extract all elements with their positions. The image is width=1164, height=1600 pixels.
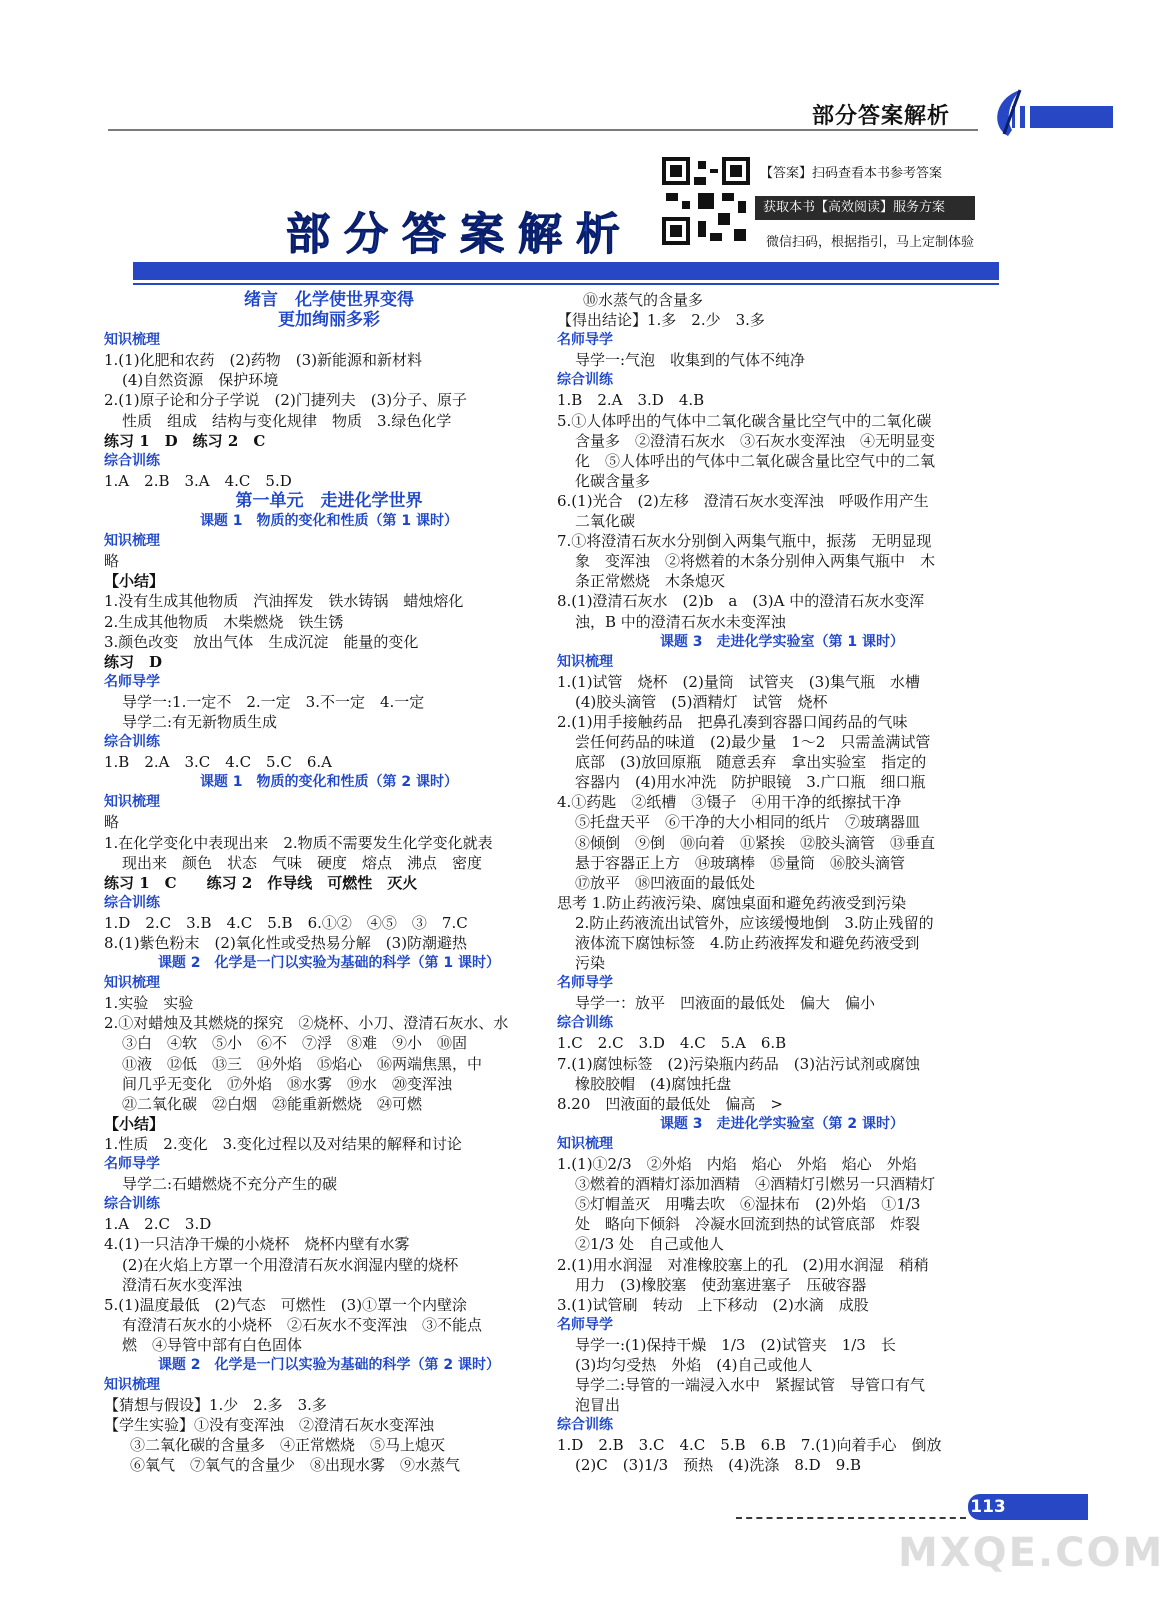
answer-line: (3)均匀受热 外焰 (4)自己或他人 <box>575 1355 813 1374</box>
answer-line: 底部 (3)放回原瓶 随意丢弃 拿出实验室 指定的 <box>575 753 927 772</box>
answer-line: 2.(1)用手接触药品 把鼻孔凑到容器口闻药品的气味 <box>557 712 908 731</box>
answer-line: 【小结】 <box>104 572 165 591</box>
answer-line: ⑥氧气 ⑦氧气的含量少 ⑧出现水雾 ⑨水蒸气 <box>130 1456 461 1475</box>
section-heading: 名师导学 <box>557 332 613 349</box>
answer-line: 2.①对蜡烛及其燃烧的探究 ②烧杯、小刀、澄清石灰水、水 <box>104 1014 509 1033</box>
answer-line: 条正常燃烧 木条熄灭 <box>575 572 726 591</box>
section-heading: 知识梳理 <box>104 1377 160 1394</box>
answer-line: 含量多 ②澄清石灰水 ③石灰水变浑浊 ④无明显变 <box>575 431 936 450</box>
answer-line: 间几乎无变化 ⑰外焰 ⑱水雾 ⑲水 ⑳变浑浊 <box>122 1074 453 1093</box>
answer-line: 化碳含量多 <box>575 471 651 490</box>
answer-line: 1.D 2.C 3.B 4.C 5.B 6.①② ④⑤ ③ 7.C <box>104 913 468 932</box>
answer-line: (4)自然资源 保护环境 <box>122 371 279 390</box>
answer-line: ㉑二氧化碳 ㉒白烟 ㉓能重新燃烧 ㉔可燃 <box>122 1094 423 1113</box>
section-heading: 综合训练 <box>557 372 613 389</box>
answer-line: 1.(1)化肥和农药 (2)药物 (3)新能源和新材料 <box>104 351 423 370</box>
answer-line: ③二氧化碳的含量多 ④正常燃烧 ⑤马上熄灭 <box>130 1436 446 1455</box>
answer-column-left <box>104 290 554 1476</box>
answer-line: 1.(1)①2/3 ②外焰 内焰 焰心 外焰 焰心 外焰 <box>557 1155 917 1174</box>
title-band-rule <box>133 283 999 285</box>
section-heading: 知识梳理 <box>104 794 160 811</box>
answer-line: (4)胶头滴管 (5)酒精灯 试管 烧杯 <box>575 692 828 711</box>
lesson-heading: 课题 1 物质的变化和性质（第 1 课时） <box>199 513 459 530</box>
answer-line: ⑰放平 ⑱凹液面的最低处 <box>575 873 756 892</box>
answer-line: 【学生实验】①没有变浑浊 ②澄清石灰水变浑浊 <box>104 1416 435 1435</box>
page-title: 部分答案解析 <box>286 209 634 260</box>
section-heading: 知识梳理 <box>104 533 160 550</box>
pen-logo-icon <box>990 86 1113 142</box>
answer-line: 导学二:导管的一端浸入水中 紧握试管 导管口有气 <box>575 1376 926 1395</box>
lesson-heading: 课题 2 化学是一门以实验为基础的科学（第 1 课时） <box>157 955 501 972</box>
answer-line: 7.(1)腐蚀标签 (2)污染瓶内药品 (3)沾污试剂或腐蚀 <box>557 1054 921 1073</box>
answer-line: 导学二:有无新物质生成 <box>122 712 278 731</box>
section-heading: 综合训练 <box>557 1417 613 1434</box>
answer-line: 1.A 2.B 3.A 4.C 5.D <box>104 471 292 490</box>
answer-line: 1.D 2.B 3.C 4.C 5.B 6.B 7.(1)向着手心 倒放 <box>557 1436 942 1455</box>
qr-code-icon <box>662 157 750 245</box>
header-title: 部分答案解析 <box>812 104 951 129</box>
watermark: MXQE.COM <box>898 1530 1164 1576</box>
answer-line: 导学一:气泡 收集到的气体不纯净 <box>575 351 806 370</box>
answer-line: 燃 ④导管中部有白色固体 <box>122 1335 303 1354</box>
qr-caption-instruction: 微信扫码，根据指引，马上定制体验 <box>766 235 975 250</box>
answer-line: 导学二:石蜡燃烧不充分产生的碳 <box>122 1175 338 1194</box>
chapter-heading: 更加绚丽多彩 <box>278 310 380 331</box>
answer-line: 液体流下腐蚀标签 4.防止药液挥发和避免药液受到 <box>575 934 920 952</box>
answer-line: 【小结】 <box>104 1114 165 1133</box>
qr-caption-answers: 【答案】扫码查看本书参考答案 <box>760 166 943 181</box>
section-heading: 名师导学 <box>557 1316 613 1333</box>
answer-line: (2)C (3)1/3 预热 (4)洗涤 8.D 9.B <box>575 1456 862 1475</box>
section-heading: 知识梳理 <box>104 975 160 992</box>
section-heading: 知识梳理 <box>557 653 613 670</box>
answer-line: ③燃着的酒精灯添加酒精 ④酒精灯引燃另一只酒精灯 <box>575 1175 936 1194</box>
answer-line: 2.防止药液流出试管外，应该缓慢地倒 3.防止残留的 <box>575 913 934 932</box>
answer-line: 污染 <box>575 954 606 973</box>
answer-line: 1.B 2.A 3.D 4.B <box>557 391 705 410</box>
qr-caption-service: 获取本书【高效阅读】服务方案 <box>755 196 975 220</box>
answer-line: 6.(1)光合 (2)左移 澄清石灰水变浑浊 呼吸作用产生 <box>557 491 929 510</box>
answer-line: 8.(1)紫色粉末 (2)氧化性或受热易分解 (3)防潮避热 <box>104 934 468 952</box>
answer-column-right <box>557 290 1007 1476</box>
answer-line: 略 <box>104 813 120 832</box>
answer-line: 【得出结论】1.多 2.少 3.多 <box>557 311 765 330</box>
answer-line: 性质 组成 结构与变化规律 物质 3.绿色化学 <box>122 411 452 430</box>
footer-band <box>1008 1494 1088 1520</box>
answer-line: 1.没有生成其他物质 汽油挥发 铁水铸锅 蜡烛熔化 <box>104 592 464 611</box>
answer-line: 悬于容器正上方 ⑭玻璃棒 ⑮量筒 ⑯胶头滴管 <box>575 853 906 872</box>
title-band <box>133 262 999 280</box>
answer-line: 4.①药匙 ②纸槽 ③镊子 ④用干净的纸擦拭干净 <box>557 793 902 812</box>
section-heading: 综合训练 <box>104 894 160 911</box>
answer-line: (2)在火焰上方罩一个用澄清石灰水润湿内壁的烧杯 <box>122 1255 459 1274</box>
chapter-heading: 绪言 化学使世界变得 <box>244 290 414 310</box>
answer-line: 用力 (3)橡胶塞 使劲塞进塞子 压破容器 <box>575 1275 867 1294</box>
answer-line: 容器内 (4)用水冲洗 防护眼镜 3.广口瓶 细口瓶 <box>575 773 926 792</box>
lesson-heading: 课题 2 化学是一门以实验为基础的科学（第 2 课时） <box>157 1356 501 1373</box>
answer-line: ⑤灯帽盖灭 用嘴去吹 ⑥湿抹布 (2)外焰 ①1/3 <box>575 1195 921 1214</box>
answer-line: 有澄清石灰水的小烧杯 ②石灰水不变浑浊 ③不能点 <box>122 1315 483 1334</box>
answer-line: 练习 D <box>104 652 163 671</box>
answer-line: 橡胶胶帽 (4)腐蚀托盘 <box>575 1074 732 1093</box>
answer-line: 1.性质 2.变化 3.变化过程以及对结果的解释和讨论 <box>104 1134 462 1153</box>
section-heading: 名师导学 <box>104 1156 160 1173</box>
answer-line: 导学一:(1)保持干燥 1/3 (2)试管夹 1/3 长 <box>575 1335 896 1354</box>
answer-line: 1.实验 实验 <box>104 994 194 1013</box>
answer-line: 2.(1)原子论和分子学说 (2)门捷列夫 (3)分子、原子 <box>104 391 468 410</box>
answer-line: 思考 1.防止药液污染、腐蚀桌面和避免药液受到污染 <box>557 893 907 912</box>
answer-line: 1.C 2.C 3.D 4.C 5.A 6.B <box>557 1034 787 1053</box>
answer-line: 8.(1)澄清石灰水 (2)b a (3)A 中的澄清石灰水变浑 <box>557 592 925 611</box>
answer-line: 练习 1 D 练习 2 C <box>104 431 266 450</box>
answer-line: 5.①人体呼出的气体中二氧化碳含量比空气中的二氧化碳 <box>557 411 932 430</box>
section-heading: 名师导学 <box>104 673 160 690</box>
answer-line: 1.B 2.A 3.C 4.C 5.C 6.A <box>104 753 332 772</box>
answer-line: 导学一：放平 凹液面的最低处 偏大 偏小 <box>575 994 876 1013</box>
lesson-heading: 课题 1 物质的变化和性质（第 2 课时） <box>199 774 459 791</box>
answer-line: ③白 ④软 ⑤小 ⑥不 ⑦浮 ⑧难 ⑨小 ⑩固 <box>122 1034 468 1053</box>
answer-line: 尝任何药品的味道 (2)最少量 1～2 只需盖满试管 <box>575 733 931 752</box>
answer-line: 略 <box>104 552 120 571</box>
answer-line: 3.颜色改变 放出气体 生成沉淀 能量的变化 <box>104 632 419 651</box>
answer-line: 澄清石灰水变浑浊 <box>122 1275 243 1294</box>
answer-line: 1.A 2.C 3.D <box>104 1215 212 1234</box>
section-heading: 综合训练 <box>104 452 160 469</box>
answer-line: 1.(1)试管 烧杯 (2)量筒 试管夹 (3)集气瓶 水槽 <box>557 672 921 691</box>
answer-line: 3.(1)试管刷 转动 上下移动 (2)水滴 成股 <box>557 1295 869 1314</box>
answer-line: 二氧化碳 <box>575 512 636 531</box>
footer-dashed-rule <box>736 1517 966 1519</box>
section-heading: 名师导学 <box>557 975 613 992</box>
answer-line: 【猜想与假设】1.少 2.多 3.多 <box>104 1396 327 1415</box>
answer-line: 8.20 凹液面的最低处 偏高 > <box>557 1094 783 1113</box>
section-heading: 综合训练 <box>104 734 160 751</box>
answer-line: 4.(1)一只洁净干燥的小烧杯 烧杯内壁有水雾 <box>104 1235 410 1254</box>
chapter-heading: 第一单元 走进化学世界 <box>235 490 423 511</box>
section-heading: 知识梳理 <box>557 1135 613 1152</box>
answer-line: 5.(1)温度最低 (2)气态 可燃性 (3)①罩一个内壁涂 <box>104 1295 468 1314</box>
answer-line: 现出来 颜色 状态 气味 硬度 熔点 沸点 密度 <box>122 853 483 872</box>
section-heading: 知识梳理 <box>104 332 160 349</box>
answer-line: ⑧倾倒 ⑨倒 ⑩向着 ⑪紧挨 ⑫胶头滴管 ⑬垂直 <box>575 833 936 852</box>
answer-line: ⑩水蒸气的含量多 <box>583 291 704 309</box>
section-heading: 综合训练 <box>104 1196 160 1213</box>
answer-line: 2.(1)用水润湿 对准橡胶塞上的孔 (2)用水润湿 稍稍 <box>557 1255 929 1274</box>
answer-line: 7.①将澄清石灰水分别倒入两集气瓶中，振荡 无明显现 <box>557 532 932 551</box>
answer-line: 练习 1 C 练习 2 作导线 可燃性 灭火 <box>104 873 418 892</box>
answer-line: 泡冒出 <box>575 1396 621 1415</box>
page-number: 113 <box>968 1494 1008 1520</box>
lesson-heading: 课题 3 走进化学实验室（第 1 课时） <box>659 633 905 650</box>
section-heading: 综合训练 <box>557 1015 613 1032</box>
answer-line: 化 ⑤人体呼出的气体中二氧化碳含量比空气中的二氧 <box>575 451 936 470</box>
answer-line: 处 略向下倾斜 冷凝水回流到热的试管底部 炸裂 <box>575 1215 921 1234</box>
answer-line: 导学一:1.一定不 2.一定 3.不一定 4.一定 <box>122 692 425 711</box>
answer-line: 浊，B 中的澄清石灰水未变浑浊 <box>575 612 786 631</box>
answer-line: 2.生成其他物质 木柴燃烧 铁生锈 <box>104 612 344 631</box>
answer-line: ②1/3 处 自己或他人 <box>575 1235 724 1254</box>
answer-line: ⑪液 ⑫低 ⑬三 ⑭外焰 ⑮焰心 ⑯两端焦黑，中 <box>122 1054 483 1073</box>
answer-line: 象 变浑浊 ②将燃着的木条分别伸入两集气瓶中 木 <box>575 552 936 571</box>
answer-line: ⑤托盘天平 ⑥干净的大小相同的纸片 ⑦玻璃器皿 <box>575 813 921 832</box>
lesson-heading: 课题 3 走进化学实验室（第 2 课时） <box>659 1115 905 1132</box>
answer-line: 1.在化学变化中表现出来 2.物质不需要发生化学变化就表 <box>104 833 493 852</box>
